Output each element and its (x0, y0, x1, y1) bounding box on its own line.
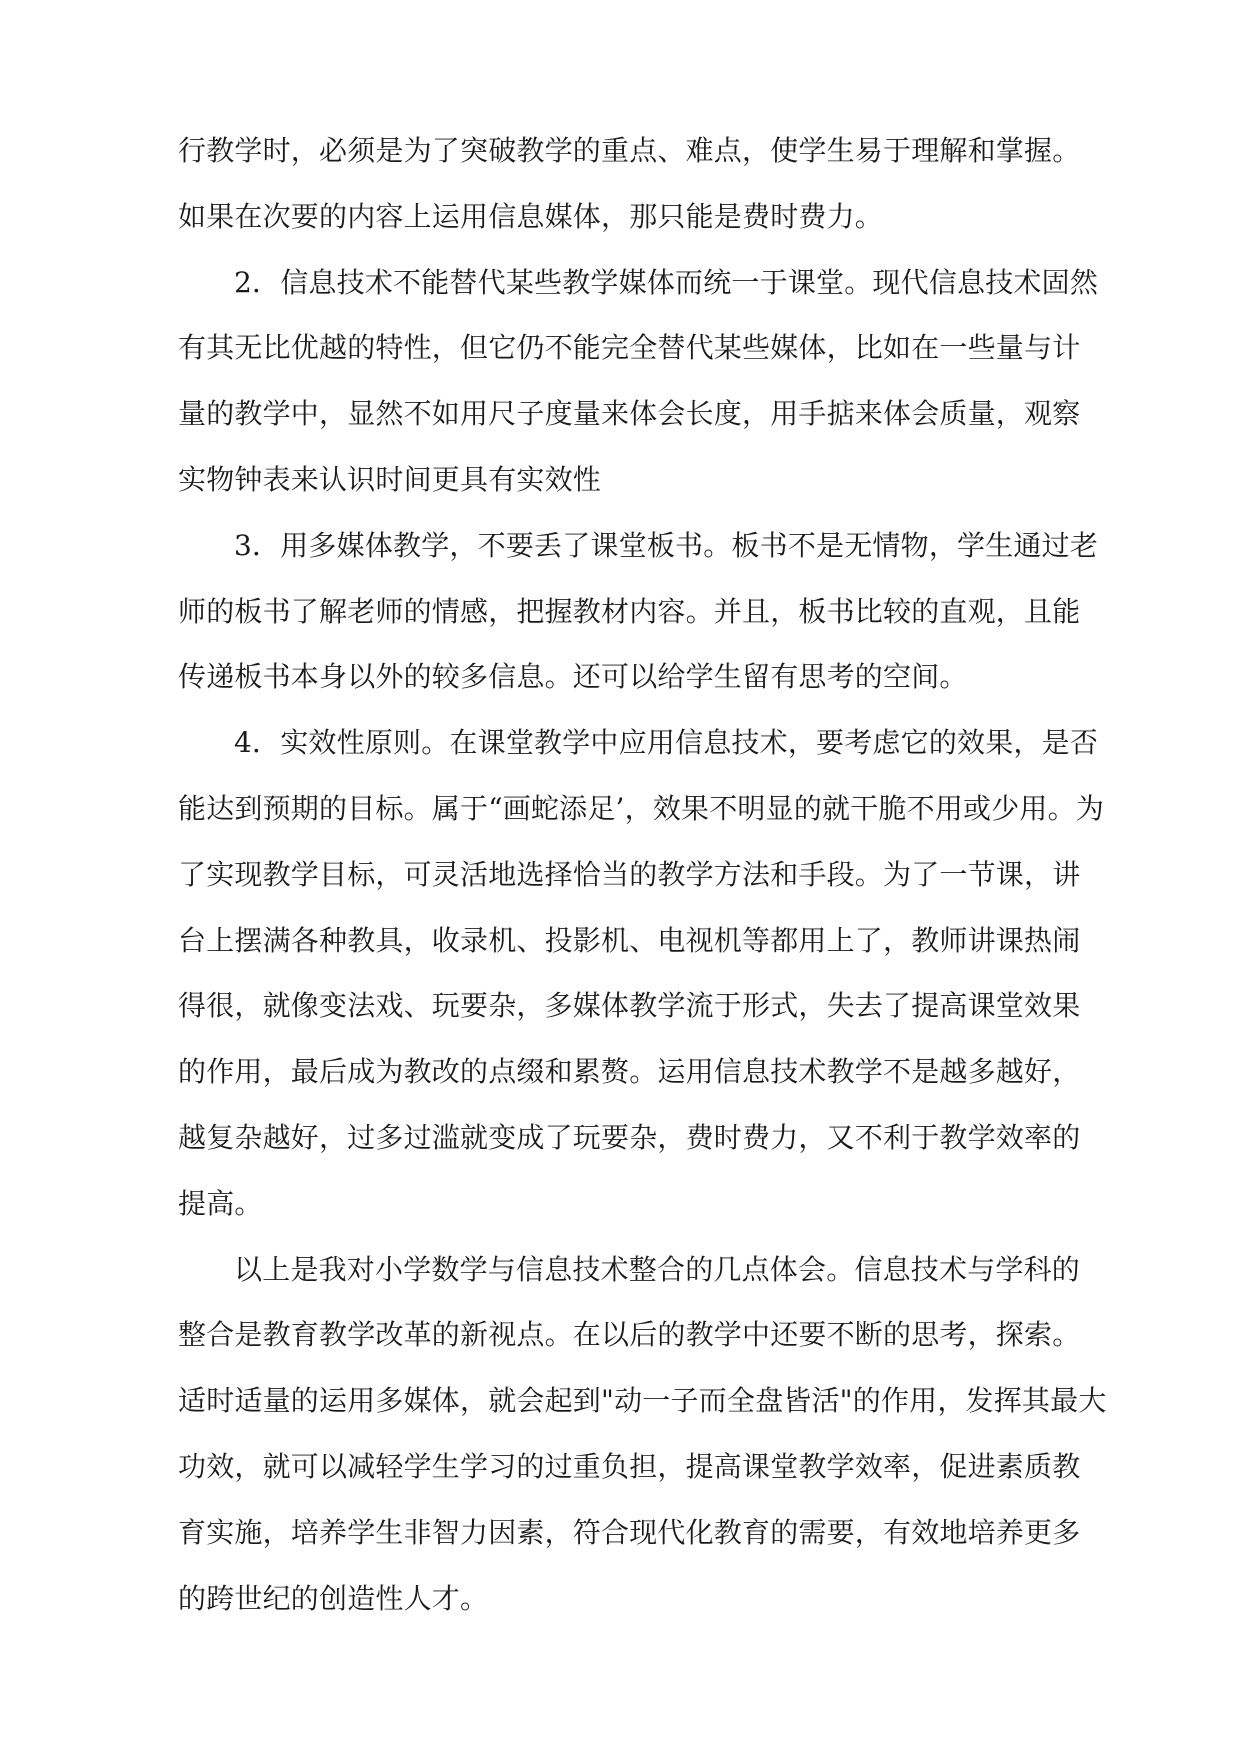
text-line: 的跨世纪的创造性人才。 (178, 1581, 489, 1615)
text-line: 提高。 (178, 1186, 263, 1220)
text-line: 师的板书了解老师的情感，把握教材内容。并且，板书比较的直观，且能 (178, 594, 1081, 628)
text-line: 量的教学中，显然不如用尺子度量来体会长度，用手掂来体会质量，观察 (178, 397, 1081, 431)
text-line: 越复杂越好，过多过滥就变成了玩要杂，费时费力，又不利于教学效率的 (178, 1120, 1081, 1154)
text-line: 有其无比优越的特性，但它仍不能完全替代某些媒体，比如在一些量与计 (178, 331, 1081, 365)
text-line: 如果在次要的内容上运用信息媒体，那只能是费时费力。 (178, 199, 884, 233)
text-line: 了实现教学目标，可灵活地选择恰当的教学方法和手段。为了一节课，讲 (178, 857, 1081, 891)
text-line: 得很，就像变法戏、玩要杂，多媒体教学流于形式，失去了提高课堂效果 (178, 989, 1081, 1023)
text-line: 整合是教育教学改革的新视点。在以后的教学中还要不断的思考，探索。 (178, 1318, 1081, 1352)
text-line: 4．实效性原则。在课堂教学中应用信息技术，要考虑它的效果，是否 (234, 726, 1099, 760)
text-line: 行教学时，必须是为了突破教学的重点、难点，使学生易于理解和掌握。 (178, 134, 1081, 167)
text-line: 育实施，培养学生非智力因素，符合现代化教育的需要，有效地培养更多 (178, 1515, 1081, 1549)
text-line: 适时适量的运用多媒体，就会起到"动一子而全盘皆活"的作用，发挥其最大 (178, 1384, 1107, 1418)
text-line: 3．用多媒体教学，不要丢了课堂板书。板书不是无情物，学生通过老 (234, 528, 1099, 562)
text-line: 传递板书本身以外的较多信息。还可以给学生留有思考的空间。 (178, 660, 968, 694)
text-line: 2．信息技术不能替代某些教学媒体而统一于课堂。现代信息技术固然 (234, 265, 1099, 299)
text-line: 以上是我对小学数学与信息技术整合的几点体会。信息技术与学科的 (234, 1252, 1081, 1286)
text-line: 的作用，最后成为教改的点缀和累赘。运用信息技术教学不是越多越好， (178, 1055, 1081, 1089)
text-line: 台上摆满各种教具，收录机、投影机、电视机等都用上了，教师讲课热闹 (178, 923, 1081, 957)
text-line: 能达到预期的目标。属于“画蛇添足’，效果不明显的就干脆不用或少用。为 (178, 791, 1105, 825)
document-page (178, 118, 1118, 1631)
text-line: 实物钟表来认识时间更具有实效性 (178, 462, 602, 496)
text-line: 功效，就可以减轻学生学习的过重负担，提高课堂教学效率，促进素质教 (178, 1449, 1081, 1483)
